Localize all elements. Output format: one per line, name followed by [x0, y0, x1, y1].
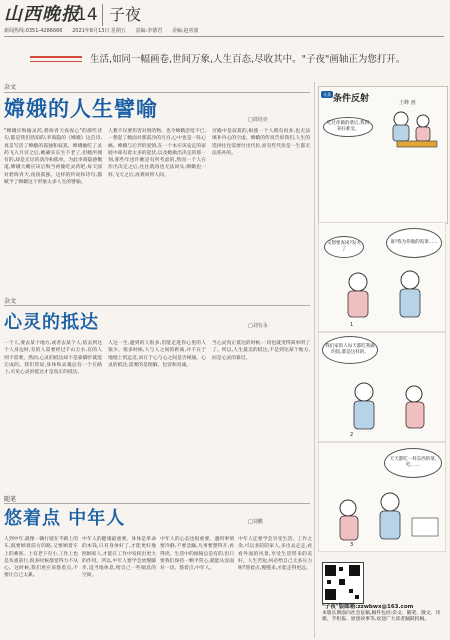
slogan-accent-bar: [30, 56, 82, 58]
article-body-column: 中年人的健康最重要。身体是革命的本钱,只有身体好了,才能更好地照顾家人,才能在工作中发挥出更大的作用。所以,中年人要学会放慢脚步,适当地休息,给自己一些喘息的空间。: [82, 537, 156, 579]
column-rule: [4, 92, 310, 93]
column-label: 随笔: [4, 496, 17, 503]
section-slogan: 生活,如同一幅画卷,世间万象,人生百态,尽收其中。"子夜"画轴正为您打开。: [90, 54, 406, 65]
article-body-column: 宫殿中是寂寞的,纵使一个人拥有再多,也无法填补内心的空虚。嫦娥的传说告诉我们,人生的选择往往需要付出代价,而有些代价是一生都无法弥补的。: [212, 129, 310, 156]
page-number: 14: [76, 5, 98, 25]
column-divider: [314, 82, 315, 638]
article-body-column: 人这一生,遇到的人很多,但能走进你心里的人很少。很多时候,人与人之间的距离,并不在于地理上的远近,而在于心与心之间是否相通。心灵的抵达,需要的是理解、包容和真诚。: [108, 341, 206, 368]
column-rule: [4, 503, 310, 504]
issue-date: 2021年8月13日 星期五: [72, 28, 126, 34]
article-body-column: "嫦娥应悔偷灵药,碧海青天夜夜心"的那些诗句,都是我们熟知的,李商隐的《嫦娥》这首诗,真是写活了嫦娥的孤独和寂寞。嫦娥偷吃了灵药飞入月宫之后,她确实长生不老了,但她所拥有的,却是无尽的清冷和孤单。为此李商隐感慨道,嫦娥大概应该后悔当初偷吃灵药吧,每天面对碧海青天,夜夜孤独。这样的传说和诗句,都赋予了嫦娥这个形象太多人生的譬喻。: [4, 129, 102, 186]
hotline: 新闻热线:0351-4286666: [4, 28, 63, 34]
section-title: 子夜: [102, 4, 141, 26]
column-label: 杂文: [4, 298, 17, 305]
promo-box: [318, 560, 446, 638]
article-body-column: 人到中年,就像一辆行驶在半路上的车,既要顾着前方的路,又要顾着车上的乘客。上有老下有小,工作上也是负重前行,很多时候都觉得力不从心。这时候,我们更应该悠着点,不要让自己太累。: [4, 537, 78, 579]
masthead-meta: [4, 28, 444, 35]
article-headline: 嫦娥的人生譬喻: [4, 97, 158, 121]
promo-description: 本版长期面向社会征稿,稿件包括:杂文、随笔、散文、诗歌、手机报、原创故事等,欢迎广大读者踊跃投稿。: [322, 610, 441, 622]
article-body-column: 中年人的心态也很重要。遇到事情要冷静,不要急躁,凡事要想得开,看得淡。生活中的烦恼总是有的,但只要我们保持一颗平常心,就能从容面对一切。悠着点,中年人。: [160, 537, 234, 572]
qr-code-icon: [322, 562, 364, 604]
speech-bubble: 天天都吃一样东西的菜,吃……: [384, 448, 442, 478]
article-body-column: 一个人,要去某个地方,或者去某个人,依去到这个人身边时,有的人需要经过千山万水,有的人则不需要。然而,心灵的抵达却不是靠脚步就能完成的。我们常说,身体和灵魂总有一个在路上,可见心灵的抵达才是真正的抵达。: [4, 341, 102, 376]
masthead: [4, 4, 444, 38]
column-label: 杂文: [4, 84, 17, 91]
promo-email[interactable]: zzwbwx@163.com: [357, 604, 414, 610]
cartoon-panels-figures: [318, 222, 446, 552]
article-author: □刘有永: [248, 323, 268, 329]
column-rule: [4, 305, 310, 306]
cartoon-strip: [318, 86, 448, 224]
promo-title: "子夜"版邮箱:: [322, 604, 358, 610]
article-author: □周培亮: [248, 117, 268, 123]
speech-bubble: 又想要查岗?发火了: [324, 236, 364, 258]
headline-badge-icon: 头条: [323, 92, 331, 97]
promo-text: [322, 604, 442, 624]
panel-label: 3: [350, 542, 354, 548]
speech-bubble: 我们家的人每天都吃我做的饭,都是这样的。: [322, 336, 378, 364]
panel-label: 1: [350, 322, 354, 328]
speech-bubble: 谁?我为你做的饭菜……: [386, 228, 442, 258]
article-body-column: 中年人还要学会享受生活。工作之余,可以多陪陪家人,多出去走走,看看外面的风景,享受生活带来的美好。人生苦短,何必给自己太多压力呢?悠着点,慢慢来,才能走得更远。: [238, 537, 312, 572]
article-author: □刘鹏: [248, 519, 263, 525]
article-headline: 悠着点 中年人: [4, 508, 126, 529]
chief-editor: 责编:李德君: [135, 28, 163, 34]
cartoon-author: 王峰 画: [399, 100, 416, 106]
art-editor: 美编:赵喜波: [171, 28, 199, 34]
article-body-column: 当心灵真正抵达的时候,一切也就变得简单明了了。所以,人生最美的抵达,不是到达某个地方,而是心灵的靠近。: [212, 341, 310, 361]
article-headline: 心灵的抵达: [4, 312, 99, 333]
masthead-divider: [4, 36, 444, 37]
newspaper-logo: 山西晚报: [4, 4, 80, 25]
article-body-column: 人教不仅要伤害对别的物。也令嫦娥悲怆不已,一想起了她面对那孤冷的月宫,心中也是一阵心痛。嫦娥与后羿的爱情,在一个本应该安定的家庭中却有着太多的起伏,以及她做出决定的那一刻,那些年也许她是有所考虑的,然而一个人在作出决定之后,往往就再也无法回头,嫦娥也一样,飞天之后,再难回到人间。: [108, 129, 206, 178]
panel-label: 2: [350, 432, 354, 438]
speech-bubble: 吃过你做的菜后,我回来好难受。: [323, 117, 373, 137]
slogan-accent-bar: [30, 61, 82, 62]
cartoon-title: 条件反射: [333, 94, 370, 104]
